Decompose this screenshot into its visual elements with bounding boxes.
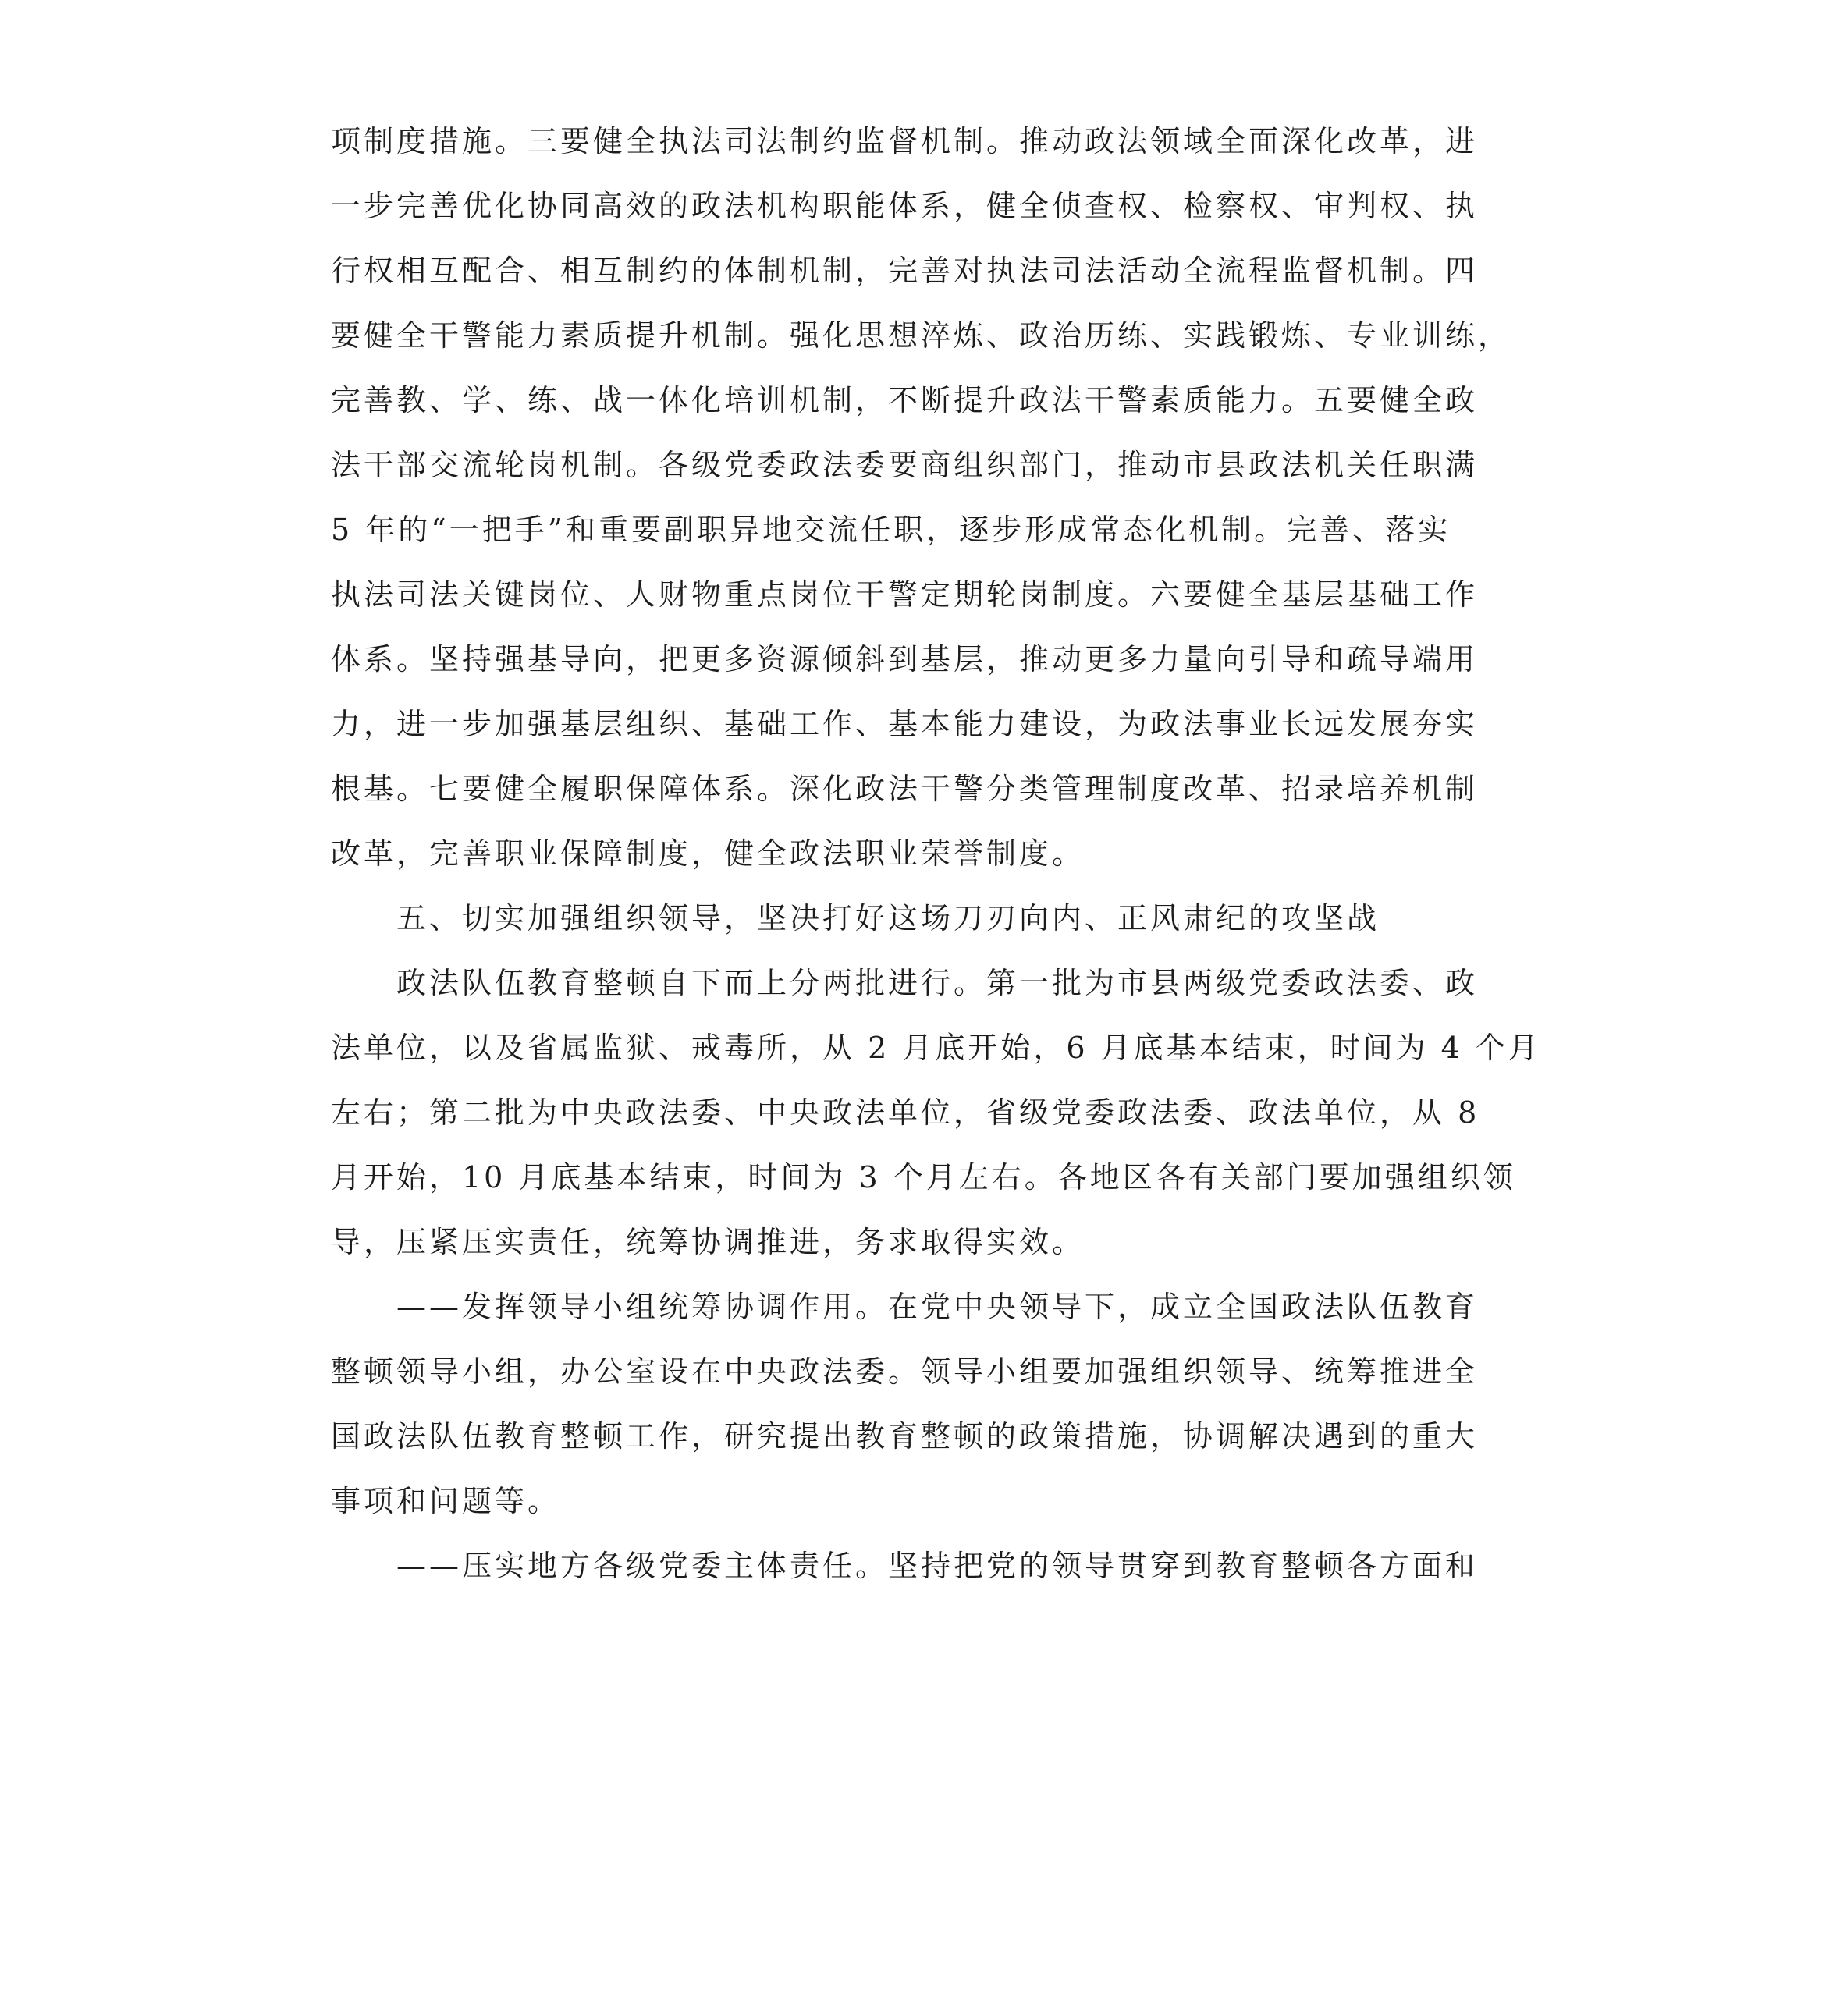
text-line-3: 行权相互配合、相互制约的体制机制，完善对执法司法活动全流程监督机制。四 <box>331 254 1479 288</box>
text-line-12: 改革，完善职业保障制度，健全政法职业荣誉制度。 <box>331 836 1085 871</box>
text-line-9: 体系。坚持强基导向，把更多资源倾斜到基层，推动更多力量向引导和疏导端用 <box>331 642 1479 676</box>
document-body <box>331 109 1548 1599</box>
text-line-15: 法单位，以及省属监狱、戒毒所，从 2 月底开始，6 月底基本结束，时间为 4 个月 <box>331 1031 1541 1065</box>
text-line-6: 法干部交流轮岗机制。各级党委政法委要商组织部门，推动市县政法机关任职满 <box>331 448 1479 482</box>
text-line-16: 左右；第二批为中央政法委、中央政法单位，省级党委政法委、政法单位，从 8 <box>331 1095 1480 1130</box>
text-line-8: 执法司法关键岗位、人财物重点岗位干警定期轮岗制度。六要健全基层基础工作 <box>331 577 1479 612</box>
text-line-18: 导，压紧压实责任，统筹协调推进，务求取得实效。 <box>331 1225 1085 1259</box>
text-line-20: 整顿领导小组，办公室设在中央政法委。领导小组要加强组织领导、统筹推进全 <box>331 1354 1479 1389</box>
text-line-11: 根基。七要健全履职保障体系。深化政法干警分类管理制度改革、招录培养机制 <box>331 772 1479 806</box>
text-line-5: 完善教、学、练、战一体化培训机制，不断提升政法干警素质能力。五要健全政 <box>331 383 1479 417</box>
text-line-14: 政法队伍教育整顿自下而上分两批进行。第一批为市县两级党委政法委、政 <box>396 966 1479 1000</box>
section-heading: 五、切实加强组织领导，坚决打好这场刀刃向内、正风肃纪的攻坚战 <box>396 901 1380 935</box>
text-line-4: 要健全干警能力素质提升机制。强化思想淬炼、政治历练、实践锻炼、专业训练， <box>331 318 1511 353</box>
text-line-2: 一步完善优化协同高效的政法机构职能体系，健全侦查权、检察权、审判权、执 <box>331 189 1479 223</box>
text-line-21: 国政法队伍教育整顿工作，研究提出教育整顿的政策措施，协调解决遇到的重大 <box>331 1419 1479 1453</box>
text-line-19: ——发挥领导小组统筹协调作用。在党中央领导下，成立全国政法队伍教育 <box>396 1290 1479 1324</box>
text-line-1: 项制度措施。三要健全执法司法制约监督机制。推动政法领域全面深化改革，进 <box>331 124 1479 158</box>
text-line-22: 事项和问题等。 <box>331 1484 561 1518</box>
text-line-7: 5 年的“一把手”和重要副职异地交流任职，逐步形成常态化机制。完善、落实 <box>331 513 1451 547</box>
text-line-10: 力，进一步加强基层组织、基础工作、基本能力建设，为政法事业长远发展夯实 <box>331 707 1479 741</box>
text-line-17: 月开始，10 月底基本结束，时间为 3 个月左右。各地区各有关部门要加强组织领 <box>331 1160 1516 1194</box>
text-line-23: ——压实地方各级党委主体责任。坚持把党的领导贯穿到教育整顿各方面和 <box>396 1549 1479 1583</box>
